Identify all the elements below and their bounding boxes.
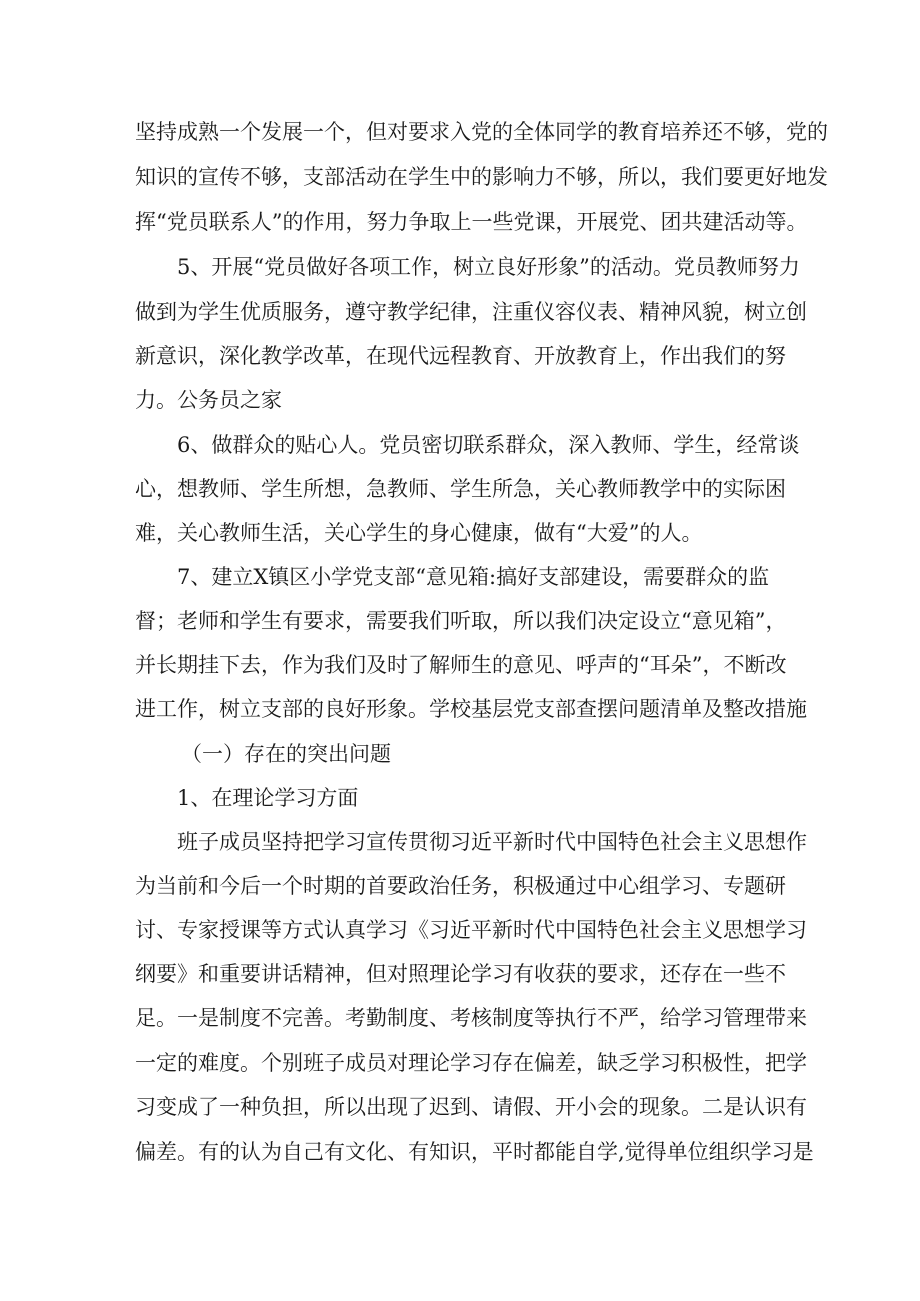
- paragraph-start: 班子成员坚持把学习宣传贯彻习近平新时代中国特色社会主义思想作: [177, 830, 807, 854]
- text-line: 足。一是制度不完善。考勤制度、考核制度等执行不严，给学习管理带来: [135, 1006, 807, 1030]
- paragraph-start: 5、开展“党员做好各项工作，树立良好形象”的活动。党员教师努力: [177, 255, 800, 279]
- subsection-heading: 1、在理论学习方面: [177, 786, 359, 810]
- text-line: 心，想教师、学生所想，急教师、学生所急，关心教师教学中的实际困: [135, 477, 786, 501]
- text-line: 挥“党员联系人”的作用，努力争取上一些党课，开展党、团共建活动等。: [135, 210, 808, 234]
- text-line: 难，关心教师生活，关心学生的身心健康，做有“大爱”的人。: [135, 521, 703, 545]
- text-line: 做到为学生优质服务，遵守教学纪律，注重仪容仪表、精神风貌，树立创: [135, 300, 807, 324]
- paragraph-start: 6、做群众的贴心人。党员密切联系群众，深入教师、学生，经常谈: [177, 433, 800, 457]
- section-heading: （一）存在的突出问题: [181, 742, 391, 766]
- text-line: 习变成了一种负担，所以出现了迟到、请假、开小会的现象。二是认识有: [135, 1095, 807, 1119]
- text-line: 纲要》和重要讲话精神，但对照理论学习有收获的要求，还存在一些不: [135, 962, 786, 986]
- paragraph-start: 7、建立X镇区小学党支部“意见箱:搞好支部建设，需要群众的监: [177, 565, 770, 589]
- text-line: 讨、专家授课等方式认真学习《习近平新时代中国特色社会主义思想学习: [135, 918, 807, 942]
- text-line: 督；老师和学生有要求，需要我们听取，所以我们决定设立“意见箱”，: [135, 609, 787, 633]
- text-line: 力。公务员之家: [135, 388, 282, 412]
- text-line: 一定的难度。个别班子成员对理论学习存在偏差，缺乏学习积极性，把学: [135, 1051, 807, 1075]
- text-line: 并长期挂下去，作为我们及时了解师生的意见、呼声的“耳朵”，不断改: [135, 653, 787, 677]
- text-line: 偏差。有的认为自己有文化、有知识，平时都能自学,觉得单位组织学习是: [135, 1140, 814, 1164]
- text-line: 坚持成熟一个发展一个，但对要求入党的全体同学的教育培养还不够，党的: [135, 120, 828, 144]
- text-line: 为当前和今后一个时期的首要政治任务，积极通过中心组学习、专题研: [135, 874, 786, 898]
- text-line: 新意识，深化教学改革，在现代远程教育、开放教育上，作出我们的努: [135, 344, 786, 368]
- text-line: 知识的宣传不够，支部活动在学生中的影响力不够，所以，我们要更好地发: [135, 165, 828, 189]
- text-line: 进工作，树立支部的良好形象。学校基层党支部查摆问题清单及整改措施: [135, 697, 807, 721]
